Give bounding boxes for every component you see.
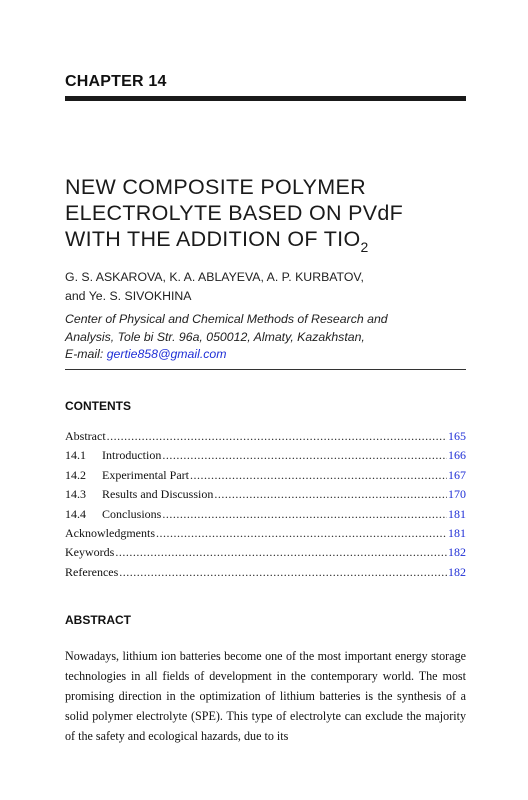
title-line-1: NEW COMPOSITE POLYMER (65, 175, 366, 199)
chapter-divider (65, 96, 466, 101)
affiliation-divider (65, 369, 466, 370)
email-label: E-mail: (65, 347, 104, 361)
toc-dot-leader (107, 429, 447, 444)
authors-line-1: G. S. ASKAROVA, K. A. ABLAYEVA, A. P. KURBATOV, (65, 270, 364, 284)
affiliation (65, 311, 465, 364)
toc-entry[interactable] (65, 507, 466, 526)
email-line (65, 346, 465, 364)
toc-dot-leader (156, 526, 447, 541)
toc-entry-number: 14.2 (65, 467, 86, 482)
toc-page-link[interactable]: 182 (448, 564, 466, 579)
table-of-contents (65, 429, 466, 584)
toc-dot-leader (214, 487, 447, 502)
toc-page-link[interactable]: 167 (448, 467, 466, 482)
toc-dot-leader (190, 468, 447, 483)
contents-heading: CONTENTS (65, 399, 131, 413)
abstract-text: Nowadays, lithium ion batteries become one of the most important energy storage technologies in all fields of development in the contemporary world. The most promising direction in the optimization of lithium batteries is the synthesis of a solid polymer electrolyte (SPE). This type of electrolyte can exclude the majority of the safety and ecological hazards, due to its (65, 649, 466, 743)
toc-entry-label: Introduction (102, 448, 162, 463)
toc-page-link[interactable]: 182 (448, 545, 466, 560)
toc-entry[interactable] (65, 565, 466, 584)
toc-dot-leader (115, 545, 447, 560)
title-line-3-text: WITH THE ADDITION OF TIO (65, 227, 361, 251)
toc-page-link[interactable]: 181 (448, 525, 466, 540)
toc-entry[interactable] (65, 448, 466, 467)
toc-entry-number: 14.1 (65, 448, 86, 463)
toc-entry-label: Abstract (65, 429, 106, 443)
chapter-title (65, 174, 485, 255)
toc-page-link[interactable]: 165 (448, 429, 466, 443)
chapter-label: CHAPTER 14 (65, 73, 167, 90)
toc-entry-number: 14.4 (65, 506, 86, 521)
title-subscript: 2 (360, 239, 369, 255)
title-line-3 (65, 226, 485, 255)
toc-entry[interactable] (65, 429, 466, 448)
toc-entry-number: 14.3 (65, 487, 86, 502)
abstract-heading: ABSTRACT (65, 613, 131, 627)
affiliation-line-2: Analysis, Tole bi Str. 96a, 050012, Almaty, Kazakhstan, (65, 329, 365, 344)
affiliation-line-1: Center of Physical and Chemical Methods of Research and (65, 312, 388, 326)
email-link[interactable]: gertie858@gmail.com (106, 347, 227, 361)
toc-entry[interactable] (65, 468, 466, 487)
toc-entry-label: References (65, 564, 119, 579)
author-list (65, 268, 465, 306)
toc-entry-label: Conclusions (102, 506, 162, 521)
toc-dot-leader (162, 507, 447, 522)
toc-entry[interactable] (65, 526, 466, 545)
toc-page-link[interactable]: 170 (448, 487, 466, 502)
toc-entry[interactable] (65, 487, 466, 506)
toc-entry[interactable] (65, 545, 466, 564)
authors-line-2: and Ye. S. SIVOKHINA (65, 289, 192, 303)
toc-entry-label: Keywords (65, 545, 115, 560)
toc-page-link[interactable]: 181 (448, 506, 466, 521)
toc-entry-label: Experimental Part (102, 467, 189, 482)
title-line-2: ELECTROLYTE BASED ON PVdF (65, 201, 404, 225)
toc-entry-label: Results and Discussion (102, 487, 214, 502)
toc-entry-label: Acknowledgments (65, 525, 155, 540)
toc-page-link[interactable]: 166 (448, 448, 466, 463)
toc-dot-leader (119, 565, 447, 580)
toc-dot-leader (162, 448, 447, 463)
